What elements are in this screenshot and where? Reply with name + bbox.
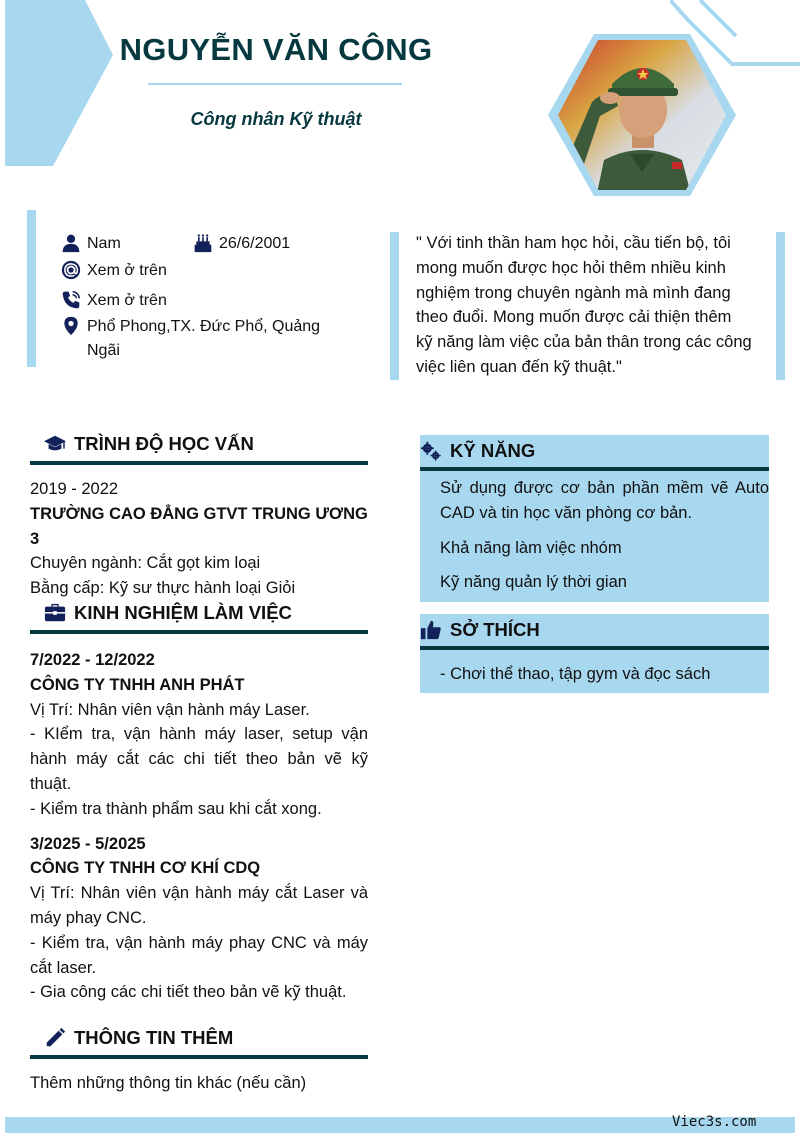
experience-heading (30, 600, 368, 626)
experience-section (30, 600, 368, 1005)
gears-icon (420, 440, 442, 462)
graduation-cap-icon (44, 433, 66, 455)
education-degree: Bằng cấp: Kỹ sư thực hành loại Giỏi (30, 579, 296, 598)
hobbies-text: - Chơi thể thao, tập gym và đọc sách (440, 665, 711, 683)
extra-text: Thêm những thông tin khác (nếu cần) (30, 1074, 307, 1092)
education-section (30, 431, 368, 601)
education-rule (30, 461, 368, 465)
hobbies-rule (420, 646, 769, 650)
job-company: CÔNG TY TNHH CƠ KHÍ CDQ (30, 859, 261, 878)
education-title: TRÌNH ĐỘ HỌC VẤN (74, 433, 254, 454)
address-row (60, 315, 340, 363)
job-entry (30, 832, 368, 1006)
job-period: 3/2025 - 5/2025 (30, 834, 146, 853)
hobbies-box (420, 614, 769, 693)
gender-row (60, 232, 121, 256)
address-text: Phổ Phong,TX. Đức Phổ, Quảng Ngãi (87, 318, 321, 359)
email-at-icon (60, 259, 82, 281)
extra-heading (30, 1025, 368, 1051)
hobbies-title: SỞ THÍCH (450, 619, 540, 640)
footer-brand: Viec3s.com (672, 1114, 757, 1130)
contact-accent-bar (27, 210, 36, 367)
skill-item: Sử dụng được cơ bản phần mềm vẽ Auto CAD và tin học văn phòng cơ bản. (440, 479, 769, 522)
experience-title: KINH NGHIỆM LÀM VIỆC (74, 602, 292, 623)
phone-icon (60, 289, 82, 311)
education-school: TRƯỜNG CAO ĐẲNG GTVT TRUNG ƯƠNG 3 (30, 504, 368, 548)
extra-section (30, 1025, 368, 1096)
thumbs-up-icon (420, 619, 442, 641)
person-icon (60, 232, 82, 254)
extra-title: THÔNG TIN THÊM (74, 1027, 234, 1048)
education-period: 2019 - 2022 (30, 480, 119, 498)
job-duty: - Kiểm tra, vận hành máy phay CNC và máy cắt laser. (30, 933, 368, 977)
job-company: CÔNG TY TNHH ANH PHÁT (30, 675, 245, 694)
birthday-text: 26/6/2001 (219, 235, 291, 252)
email-text: Xem ở trên (87, 262, 167, 279)
experience-rule (30, 630, 368, 634)
job-position: Vị Trí: Nhân viên vận hành máy Laser. (30, 700, 310, 719)
skill-item: Khả năng làm việc nhóm (440, 538, 622, 557)
birthday-cake-icon (192, 232, 214, 254)
objective-accent-bar-left (390, 232, 399, 380)
education-major: Chuyên ngành: Cắt gọt kim loại (30, 554, 261, 573)
name-underline (148, 83, 402, 85)
header-decoration-left (5, 0, 113, 166)
candidate-name: NGUYỄN VĂN CÔNG (119, 32, 433, 67)
skill-item: Kỹ năng quản lý thời gian (440, 573, 627, 592)
job-duty: - KIểm tra, vận hành máy laser, setup vận hành máy cắt các chi tiết theo bản vẽ kỹ thuật. (30, 725, 368, 793)
job-position: Vị Trí: Nhân viên vận hành máy cắt Laser và máy phay CNC. (30, 884, 368, 927)
hobbies-heading (420, 614, 769, 646)
job-title: Công nhân Kỹ thuật (190, 109, 362, 129)
phone-text: Xem ở trên (87, 292, 167, 309)
briefcase-icon (44, 602, 66, 624)
education-heading (30, 431, 368, 457)
job-period: 7/2022 - 12/2022 (30, 651, 155, 669)
location-pin-icon (60, 315, 82, 337)
job-entry (30, 648, 368, 822)
skills-heading (420, 435, 769, 467)
gender-text: Nam (87, 235, 121, 252)
birthday-row (192, 232, 290, 256)
profile-photo (546, 32, 738, 198)
phone-row (60, 289, 167, 313)
job-duty: - Gia công các chi tiết theo bản vẽ kỹ thuật. (30, 983, 347, 1002)
skills-box (420, 435, 769, 602)
career-objective: " Với tinh thần ham học hỏi, cầu tiến bộ, tôi mong muốn được học hỏi thêm nhiều kinh nghiệm trong chuyên ngành mà mình đang theo đuổi. Mong muốn được cải thiện thêm kỹ năng làm việc của bản thân trong các công việc liên quan đến kỹ thuật." (416, 234, 752, 376)
job-duty: - Kiểm tra thành phẩm sau khi cắt xong. (30, 799, 322, 818)
email-row (60, 259, 167, 283)
skills-rule (420, 467, 769, 471)
extra-rule (30, 1055, 368, 1059)
skills-title: KỸ NĂNG (450, 440, 536, 461)
objective-accent-bar-right (776, 232, 785, 380)
pencil-icon (44, 1027, 66, 1049)
